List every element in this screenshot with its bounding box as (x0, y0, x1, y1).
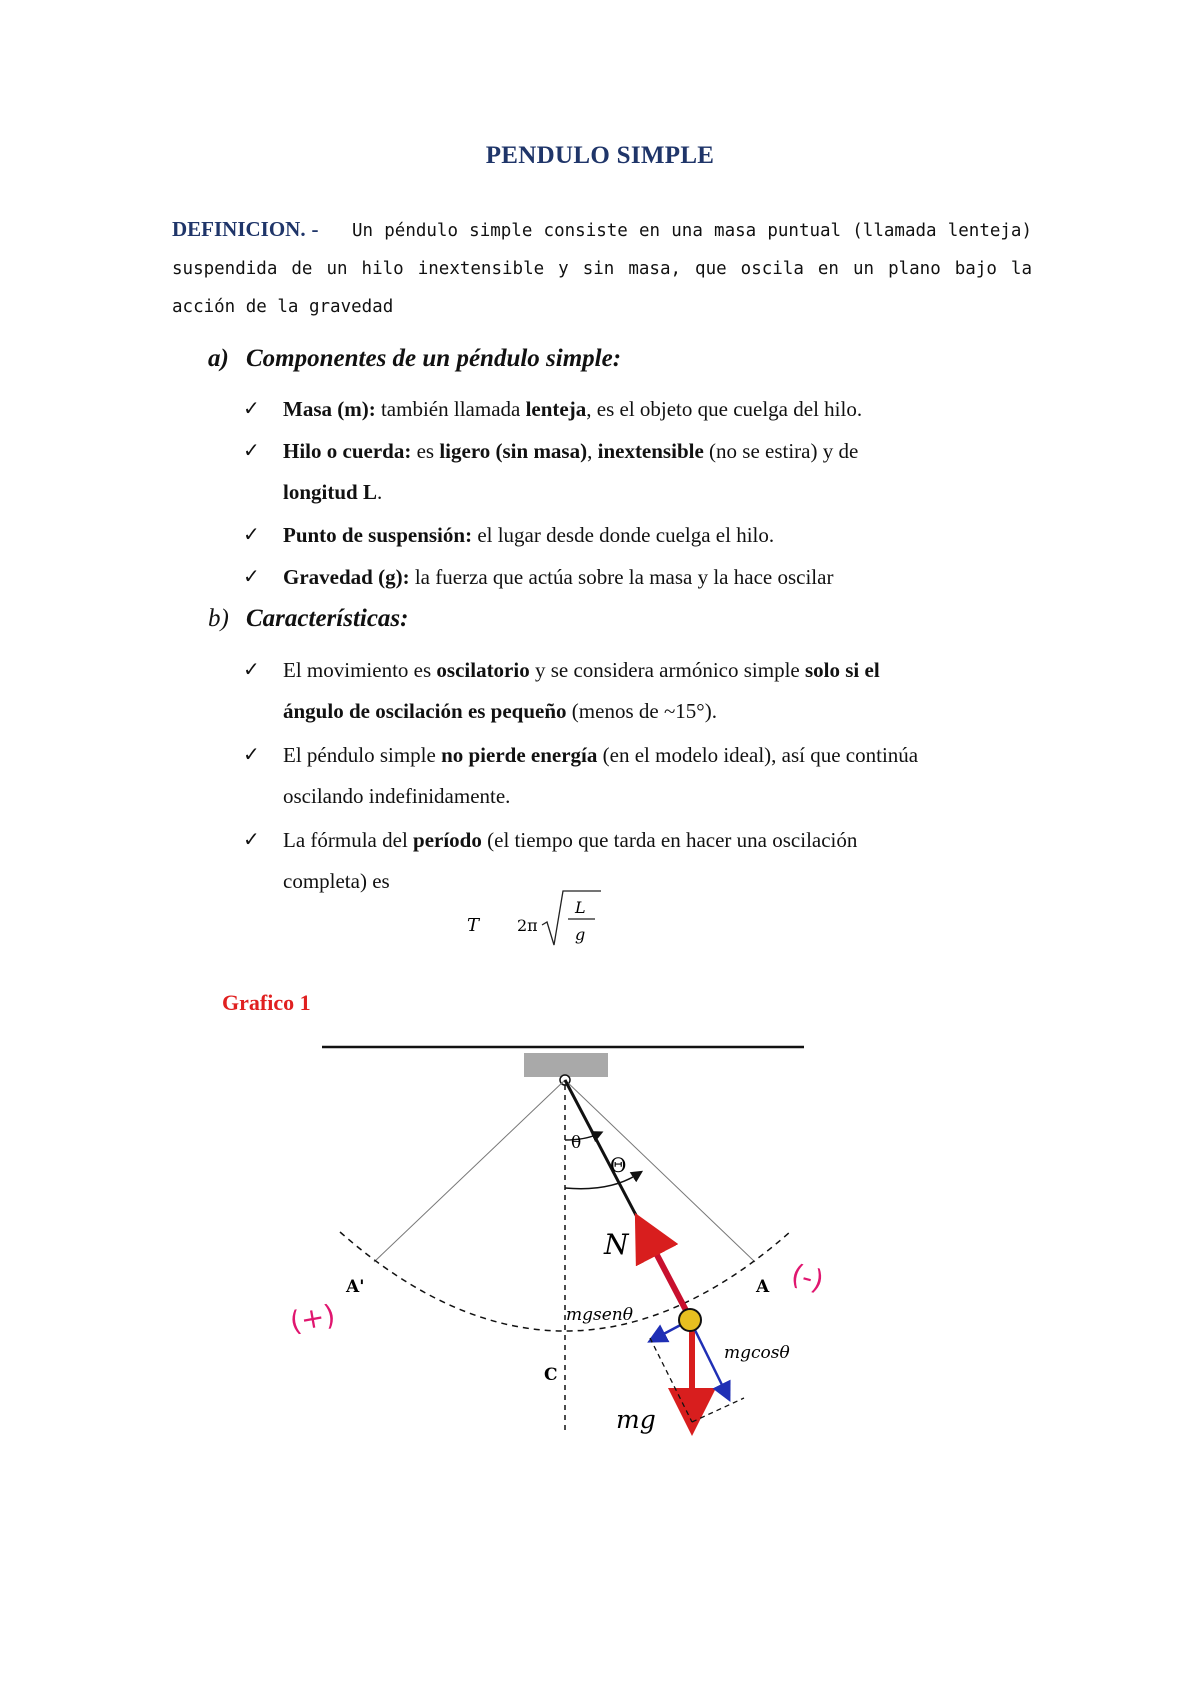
item-text: El movimiento es (283, 658, 437, 682)
section-b-title: Características: (246, 605, 409, 632)
string-right-extreme (565, 1080, 755, 1262)
item-term: ligero (sin masa) (439, 439, 588, 463)
item-text: . (376, 480, 383, 504)
item-term: inextensible (597, 439, 704, 463)
item-text: (el tiempo que tarda en hacer una oscilación (481, 828, 858, 852)
pendulum-bob (679, 1309, 701, 1331)
checkmark-icon: ✓ (243, 744, 260, 766)
handwritten-minus: (-) (787, 1257, 828, 1298)
item-text: (no se estira) y de (703, 439, 859, 463)
formula-den: g (575, 925, 586, 944)
theta-small-label: θ (571, 1133, 582, 1153)
item-term: Punto de suspensión: (283, 523, 473, 547)
item-text: es (411, 439, 440, 463)
item-text: , es el objeto que cuelga del hilo. (586, 397, 863, 421)
checkmark-icon: ✓ (243, 440, 260, 462)
item-term: no pierde energía (441, 743, 598, 767)
string-left-extreme (374, 1080, 565, 1262)
formula-lhs: T (467, 915, 480, 936)
tension-vector (646, 1234, 690, 1318)
support-block (524, 1053, 608, 1077)
handwritten-plus: (+) (287, 1298, 338, 1339)
checkmark-icon: ✓ (243, 566, 260, 588)
point-right-label: A (756, 1277, 770, 1297)
checkmark-icon: ✓ (243, 398, 260, 420)
item-text: completa) es (283, 869, 390, 893)
definition-label: DEFINICION. - (172, 217, 319, 241)
item-text: El péndulo simple (283, 743, 442, 767)
radial-vector (690, 1320, 726, 1393)
item-text: también llamada (375, 397, 526, 421)
figure-caption: Grafico 1 (222, 990, 311, 1015)
checkmark-icon: ✓ (243, 524, 260, 546)
section-a-title: Componentes de un péndulo simple: (246, 345, 622, 372)
construction-line (650, 1338, 692, 1422)
formula-num: L (575, 898, 586, 917)
item-text: (en el modelo ideal), así que continúa (597, 743, 919, 767)
item-text: , (587, 439, 598, 463)
page-title: PENDULO SIMPLE (485, 142, 715, 169)
item-term: ángulo de oscilación es pequeño (283, 699, 567, 723)
item-text: y se considera armónico simple (529, 658, 805, 682)
item-term: solo si el (804, 658, 880, 682)
item-term: Gravedad (g): (283, 565, 410, 589)
point-left-label: A' (346, 1277, 365, 1297)
radial-label: mgcosθ (724, 1343, 790, 1363)
section-a-letter: a) (208, 345, 229, 372)
item-text: oscilando indefinidamente. (283, 784, 511, 808)
item-term: lenteja (525, 397, 587, 421)
theta-big-arc (565, 1174, 638, 1189)
construction-line (692, 1398, 744, 1422)
section-b-letter: b) (208, 605, 229, 632)
item-term: Hilo o cuerda: (283, 439, 412, 463)
formula-coef: 2π (517, 916, 538, 935)
item-term: período (413, 828, 482, 852)
definition-text: Un péndulo simple consiste en una masa puntual (llamada lenteja) suspendida de un hilo inextensible y sin masa, que oscila en un plano bajo la acción de la gravedad (172, 221, 1033, 317)
item-term: Masa (m): (283, 397, 376, 421)
theta-big-label: Θ (610, 1153, 627, 1177)
item-term: oscilatorio (436, 658, 530, 682)
item-text: La fórmula del (283, 828, 414, 852)
item-text: la fuerza que actúa sobre la masa y la hace oscilar (409, 565, 834, 589)
item-text: el lugar desde donde cuelga el hilo. (472, 523, 775, 547)
item-term: longitud L (283, 480, 377, 504)
tangential-label: mgsenθ (566, 1305, 633, 1325)
tension-label: N (604, 1228, 629, 1261)
item-text: (menos de ~15°). (566, 699, 717, 723)
checkmark-icon: ✓ (243, 829, 260, 851)
checkmark-icon: ✓ (243, 659, 260, 681)
weight-label: mg (616, 1405, 656, 1434)
point-bottom-label: C (544, 1365, 558, 1385)
